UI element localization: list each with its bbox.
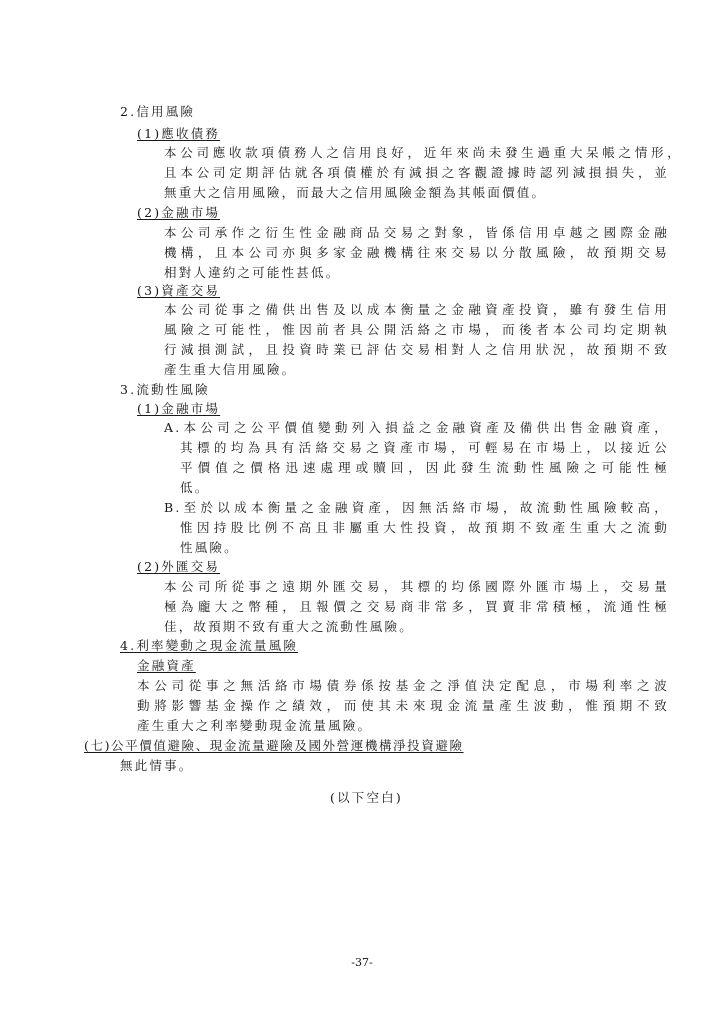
paragraph-line: 無重大之信用風險，而最大之信用風險金額為其帳面價值。 — [164, 185, 547, 200]
paragraph-line: 本公司應收款項債務人之信用良好，近年來尚未發生過重大呆帳之情形， — [164, 145, 682, 160]
paragraph-line: 產生重大信用風險。 — [164, 362, 297, 377]
paragraph-line: 相對人違約之可能性甚低。 — [164, 265, 341, 280]
section-heading-hedging: (七)公平價值避險、現金流量避險及國外營運機構淨投資避險 — [84, 738, 464, 753]
paragraph-line: 產生重大之利率變動現金流量風險。 — [137, 718, 373, 733]
paragraph-line: 極為龐大之幣種，且報價之交易商非常多，買賣非常積極，流通性極 — [164, 599, 669, 614]
paragraph-line: 機構，且本公司亦與多家金融機構往來交易以分散風險，故預期交易 — [164, 245, 669, 260]
section-heading-interest-rate-risk: 4.利率變動之現金流量風險 — [120, 638, 299, 653]
paragraph-line: 且本公司定期評估就各項債權於有減損之客觀證據時認列減損損失，並 — [164, 165, 669, 180]
list-item-a-line: A.本公司之公平價值變動列入損益之金融資產及備供出售金融資產， — [164, 420, 669, 435]
subsection-financial-assets: 金融資產 — [137, 658, 196, 673]
list-item-a-line: 低。 — [180, 480, 210, 495]
list-item-b-line: 惟因持股比例不高且非屬重大性投資，故預期不致產生重大之流動 — [180, 520, 669, 535]
subsection-financial-market: (2)金融市場 — [137, 205, 221, 220]
end-note: (以下空白) — [330, 790, 403, 805]
paragraph-line: 風險之可能性，惟因前者具公開活絡之市場，而後者本公司均定期執 — [164, 322, 669, 337]
paragraph-line: 佳，故預期不致有重大之流動性風險。 — [164, 619, 414, 634]
subsection-forex: (2)外匯交易 — [137, 559, 221, 574]
page-number: -37- — [351, 956, 373, 969]
subsection-asset-transactions: (3)資產交易 — [137, 283, 221, 298]
section-heading-credit-risk: 2.信用風險 — [120, 104, 196, 119]
paragraph-line: 無此情事。 — [120, 758, 194, 773]
paragraph-line: 行減損測試，且投資時業已評估交易相對人之信用狀況，故預期不致 — [164, 342, 669, 357]
list-item-a-line: 平價值之價格迅速處理或贖回，因此發生流動性風險之可能性極 — [180, 460, 669, 475]
paragraph-line: 動將影響基金操作之績效，而使其未來現金流量產生波動，惟預期不致 — [137, 698, 669, 713]
list-item-a-line: 其標的均為具有活絡交易之資產市場，可輕易在市場上，以接近公 — [180, 440, 669, 455]
list-item-b-line: B.至於以成本衡量之金融資產，因無活絡市場，故流動性風險較高， — [164, 500, 669, 515]
paragraph-line: 本公司所從事之遠期外匯交易，其標的均係國際外匯市場上，交易量 — [164, 579, 669, 594]
subsection-receivables: (1)應收債務 — [137, 126, 221, 141]
paragraph-line: 本公司從事之無活絡市場債券係按基金之淨值決定配息，市場利率之波 — [137, 678, 669, 693]
subsection-financial-market: (1)金融市場 — [137, 401, 221, 416]
paragraph-line: 本公司從事之備供出售及以成本衡量之金融資產投資，雖有發生信用 — [164, 302, 669, 317]
list-item-b-line: 性風險。 — [180, 540, 239, 555]
paragraph-line: 本公司承作之衍生性金融商品交易之對象，皆係信用卓越之國際金融 — [164, 225, 669, 240]
section-heading-liquidity-risk: 3.流動性風險 — [120, 382, 210, 397]
